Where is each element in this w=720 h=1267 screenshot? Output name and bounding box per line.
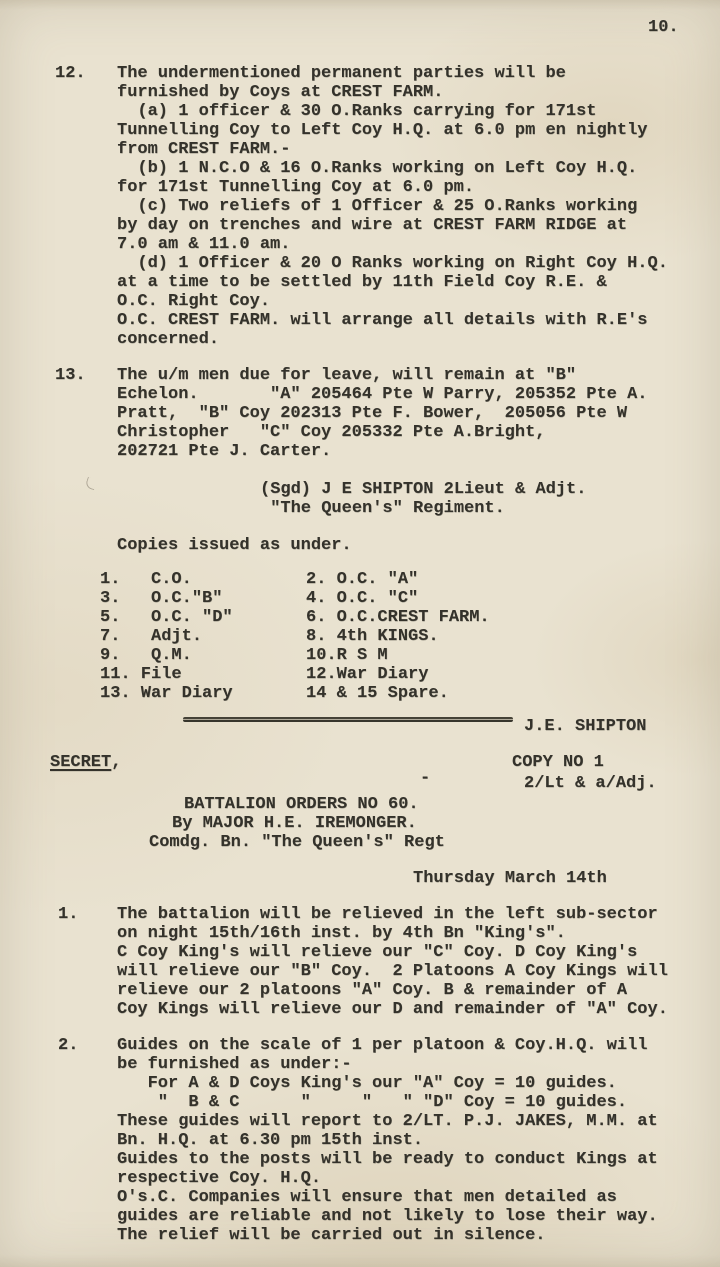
classification-line	[50, 753, 121, 772]
text-line: Bn. H.Q. at 6.30 pm 15th inst.	[117, 1131, 424, 1150]
text-line: 7.0 am & 11.0 am.	[117, 235, 291, 254]
text-line: Coy Kings will relieve our D and remainder of "A" Coy.	[117, 1000, 668, 1019]
text-line: 9. Q.M.	[100, 646, 192, 665]
section-12-body	[117, 64, 668, 349]
text-line: " B & C " " " "D" Coy = 10 guides.	[117, 1093, 628, 1112]
page-number: 10.	[648, 18, 679, 37]
text-line: O's.C. Companies will ensure that men detailed as	[117, 1188, 617, 1207]
text-line: (b) 1 N.C.O & 16 O.Ranks working on Left Coy H.Q.	[117, 159, 638, 178]
text-line: Christopher "C" Coy 205332 Pte A.Bright,	[117, 423, 546, 442]
text-line: The undermentioned permanent parties will be	[117, 64, 566, 83]
text-line: 6. O.C.CREST FARM.	[306, 608, 490, 627]
text-line: C Coy King's will relieve our "C" Coy. D Coy King's	[117, 943, 638, 962]
section-1-number: 1.	[58, 905, 79, 924]
secret-label: SECRET	[50, 753, 112, 772]
signature-block	[260, 480, 586, 518]
text-line: The battalion will be relieved in the left sub-sector	[117, 905, 658, 924]
text-line: O.C. Right Coy.	[117, 292, 271, 311]
text-line: furnished by Coys at CREST FARM.	[117, 83, 444, 102]
section-13-body	[117, 366, 648, 461]
text-line: on night 15th/16th inst. by 4th Bn "King's".	[117, 924, 566, 943]
text-line: Guides on the scale of 1 per platoon & Coy.H.Q. will	[117, 1036, 648, 1055]
text-line: 5. O.C. "D"	[100, 608, 233, 627]
signatory-name: J.E. SHIPTON	[524, 717, 647, 736]
text-line: (d) 1 Officer & 20 O Ranks working on Right Coy H.Q.	[117, 254, 668, 273]
text-line: 8. 4th KINGS.	[306, 627, 439, 646]
text-line: from CREST FARM.-	[117, 140, 291, 159]
text-line: for 171st Tunnelling Coy at 6.0 pm.	[117, 178, 475, 197]
text-line: 2. O.C. "A"	[306, 570, 419, 589]
copy-number-label: COPY NO 1	[512, 753, 604, 772]
section-2-body	[117, 1036, 658, 1245]
secret-comma: ,	[111, 753, 122, 772]
text-line: 1. C.O.	[100, 570, 192, 589]
text-line: O.C. CREST FARM. will arrange all details with R.E's	[117, 311, 648, 330]
text-line: respective Coy. H.Q.	[117, 1169, 322, 1188]
text-line: 10.R S M	[306, 646, 388, 665]
text-line: 12.War Diary	[306, 665, 429, 684]
section-12-number: 12.	[55, 64, 86, 83]
text-line: by day on trenches and wire at CREST FARM RIDGE at	[117, 216, 628, 235]
text-line: 7. Adjt.	[100, 627, 203, 646]
section-1-body	[117, 905, 668, 1019]
orders-commanding: Comdg. Bn. "The Queen's" Regt	[149, 833, 445, 852]
divider-line	[183, 717, 513, 722]
text-line: 4. O.C. "C"	[306, 589, 419, 608]
text-line: Guides to the posts will be ready to conduct Kings at	[117, 1150, 658, 1169]
text-line: "The Queen's" Regiment.	[260, 499, 505, 518]
text-line: The u/m men due for leave, will remain at "B"	[117, 366, 577, 385]
text-line: guides are reliable and not likely to lose their way.	[117, 1207, 658, 1226]
text-line: concerned.	[117, 330, 220, 349]
section-2-number: 2.	[58, 1036, 79, 1055]
text-line: (Sgd) J E SHIPTON 2Lieut & Adjt.	[260, 480, 587, 499]
text-line: will relieve our "B" Coy. 2 Platoons A Coy Kings will	[117, 962, 668, 981]
text-line: For A & D Coys King's our "A" Coy = 10 guides.	[117, 1074, 617, 1093]
text-line: Pratt, "B" Coy 202313 Pte F. Bower, 205056 Pte W	[117, 404, 628, 423]
text-line: These guides will report to 2/LT. P.J. JAKES, M.M. at	[117, 1112, 658, 1131]
text-line: (a) 1 officer & 30 O.Ranks carrying for 171st	[117, 102, 597, 121]
text-line: be furnished as under:-	[117, 1055, 352, 1074]
text-line: Echelon. "A" 205464 Pte W Parry, 205352 Pte A.	[117, 385, 648, 404]
orders-date: Thursday March 14th	[413, 869, 607, 888]
text-line: at a time to be settled by 11th Field Coy R.E. &	[117, 273, 607, 292]
signatory-rank: 2/Lt & a/Adj.	[524, 774, 657, 793]
text-line: Tunnelling Coy to Left Coy H.Q. at 6.0 pm en nightly	[117, 121, 648, 140]
orders-issued-by: By MAJOR H.E. IREMONGER.	[172, 814, 417, 833]
orders-title: BATTALION ORDERS NO 60.	[184, 795, 419, 814]
stray-pencil-mark	[85, 477, 98, 491]
text-line: 202721 Pte J. Carter.	[117, 442, 332, 461]
text-line: relieve our 2 platoons "A" Coy. B & remainder of A	[117, 981, 628, 1000]
copies-column-2	[306, 570, 490, 703]
text-line: 11. File	[100, 665, 182, 684]
text-line: (c) Two reliefs of 1 Officer & 25 O.Ranks working	[117, 197, 638, 216]
text-line: 14 & 15 Spare.	[306, 684, 449, 703]
text-line: 13. War Diary	[100, 684, 233, 703]
copies-heading: Copies issued as under.	[117, 536, 352, 555]
text-line: 3. O.C."B"	[100, 589, 223, 608]
section-13-number: 13.	[55, 366, 86, 385]
stray-dash: -	[420, 769, 431, 788]
text-line: The relief will be carried out in silence.	[117, 1226, 546, 1245]
copies-column-1	[100, 570, 233, 703]
